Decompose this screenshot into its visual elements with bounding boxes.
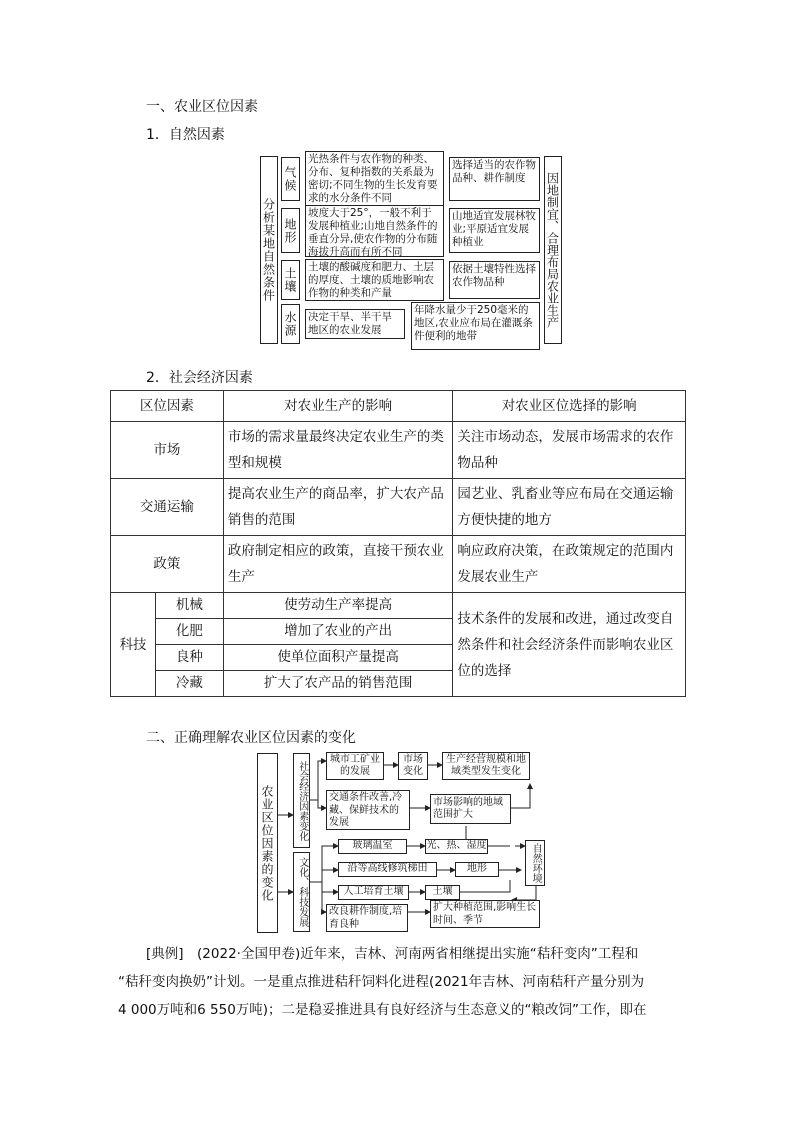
example-line-3: 4 000万吨和6 550万吨)；二是稳妥推进具有良好经济与生态意义的“粮改饲”工作，即在 [118,1002,647,1018]
adapt-label: 因地制宜、合理布局农业生产 [545,172,560,328]
table-cell: 市场 [111,422,224,479]
water-desc: 决定干旱、半干旱地区的农业发展 [305,309,405,339]
main-change-box: 农业区位因素的变化 [257,753,278,933]
table-cell: 园艺业、乳畜业等应布局在交通运输方便快捷的地方 [453,479,686,536]
table-cell: 扩大了农产品的销售范围 [223,671,453,697]
soil-result: 依据土壤特性选择农作物品种 [449,261,540,299]
soil-desc: 土壤的酸碱度和肥力、土层的厚度、土壤的质地影响农作物的种类和产量 [305,259,444,301]
table-cell: 政策 [111,536,224,593]
greenhouse-box: 玻璃温室 [338,839,407,854]
section2-heading: 二、正确理解农业区位因素的变化 [146,730,356,746]
factor-soil: 土壤 [281,260,300,300]
terrace-box: 沿等高线修筑梯田 [338,862,437,877]
table-cell: 使劳动生产率提高 [223,593,453,619]
socio-economic-box: 社会经济因素变化 [293,753,310,848]
climate-result: 选择适当的农作物品种、耕作制度 [449,157,540,201]
terrain-result: 山地适宜发展林牧业;平原适宜发展种植业 [449,208,540,253]
table-cell: 机械 [155,593,223,619]
water-result: 年降水量少于250毫米的地区,农业应布局在灌溉条件便利的地带 [411,302,540,350]
table-cell: 市场的需求量最终决定农业生产的类型和规模 [223,422,453,479]
light-heat-box: 光、热、湿度 [425,839,488,854]
table-cell: 关注市场动态，发展市场需求的农作物品种 [453,422,686,479]
example-line-2: “秸秆变肉换奶”计划。一是重点推进秸秆饲料化进程(2021年吉林、河南秸秆产量分别为 [118,974,645,990]
transport-box: 交通条件改善,冷藏、保鲜技术的发展 [326,790,410,830]
artificial-soil-box: 人工培育土壤 [338,885,409,900]
market-range-box: 市场影响的地域范围扩大 [430,794,511,824]
factor-climate: 气候 [281,157,300,201]
table-cell: 提高农业生产的商品率，扩大农产品销售的范围 [223,479,453,536]
culture-tech-box: 文化、科技发展 [293,852,310,932]
terrain-box: 地形 [455,862,499,877]
table-cell: 交通运输 [111,479,224,536]
expand-planting-box: 扩大种植范围,影响生长时间、季节 [430,900,540,928]
table-cell: 冷藏 [155,671,223,697]
table-cell: 化肥 [155,619,223,645]
market-change-box: 市场变化 [398,752,428,780]
table-header: 对农业区位选择的影响 [453,391,686,422]
table-cell: 技术条件的发展和改进，通过改变自然条件和社会经济条件而影响农业区位的选择 [453,593,686,697]
table-cell: 科技 [111,593,156,697]
scale-change-box: 生产经营规模和地域类型发生变化 [442,752,530,780]
farming-system-box: 改良耕作制度,培育良种 [326,904,408,932]
table-cell: 良种 [155,645,223,671]
factor-terrain: 地形 [281,208,300,253]
table-cell: 增加了农业的产出 [223,619,453,645]
factor-water: 水源 [281,304,300,344]
soil-box: 土壤 [425,885,460,900]
climate-desc: 光热条件与农作物的种类、分布、复种指数的关系最为密切;不同生物的生长发育要求的水分条件不同 [305,151,444,207]
social-factors-subheading: 2．社会经济因素 [146,370,253,386]
table-header: 区位因素 [111,391,224,422]
example-line-1: [典例] (2022·全国甲卷)近年来，吉林、河南两省相继提出实施“秸秆变肉”工程和 [146,946,639,962]
section1-heading: 一、农业区位因素 [146,99,258,115]
table-cell: 使单位面积产量提高 [223,645,453,671]
natural-factors-subheading: 1．自然因素 [146,127,225,143]
terrain-desc: 坡度大于25°，一般不利于发展种植业;山地自然条件的垂直分异,使农作物的分布随海拔升高而有所不同 [305,205,444,257]
analyze-label: 分析某地自然条件 [261,198,276,302]
table-cell: 政府制定相应的政策，直接干预农业生产 [223,536,453,593]
table-cell: 响应政府决策，在政策规定的范围内发展农业生产 [453,536,686,593]
natural-env-box: 自然环境 [525,840,545,886]
urban-industry-box: 城市工矿业的发展 [326,752,384,780]
table-header: 对农业生产的影响 [223,391,453,422]
